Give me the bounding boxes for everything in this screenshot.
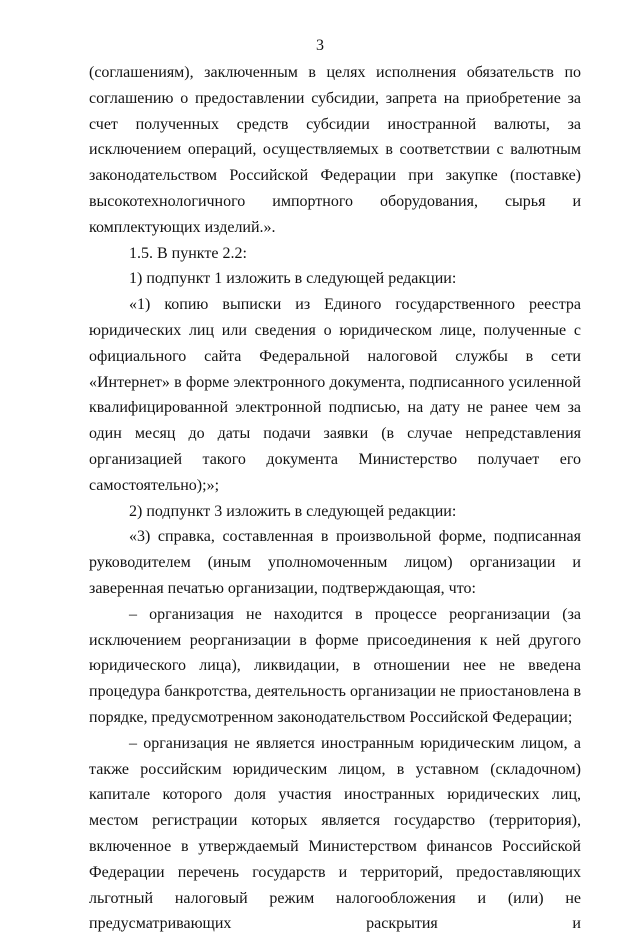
paragraph-dash-item-1: – организация не находится в процессе реорганизации (за исключением реорганизации в форме присоединения к ней другого юридического лица), ликвидации, в отношении нее не введена процедура банкротства, деятельность организации не приостановлена в порядке, предусмотренном законодательством Российской Федерации; bbox=[89, 605, 581, 726]
paragraph-continuation: (соглашениям), заключенным в целях исполнения обязательств по соглашению о предоставлении субсидии, запрета на приобретение за счет полученных средств субсидии иностранной валюты, за исключением операций, осуществляемых в соответствии с валютным законодательством Российской Федерации при закупке (поставке) высокотехнологичного импортного оборудования, сырья и комплектующих изделий.». bbox=[89, 64, 581, 236]
paragraph-dash-item-2: – организация не является иностранным юридическим лицом, а также российским юридическим лицом, в уставном (складочном) капитале которого доля участия иностранных юридических лиц, местом регистрации которых является государство (территория), включенное в утверждаемый Министерством финансов Российской Федерации перечень государств и территорий, предоставляющих льготный налоговый режим налогообложения и (или) не предусматривающих раскрытия и bbox=[89, 734, 581, 933]
paragraph-subitem-1: 1) подпункт 1 изложить в следующей редакции: bbox=[129, 270, 457, 288]
paragraph-quoted-subitem-1: «1) копию выписки из Единого государственного реестра юридических лиц или сведения о юридическом лице, полученные с официального сайта Федеральной налоговой службы в сети «Интернет» в форме электронного документа, подписанного усиленной квалифицированной электронной подписью, на дату не ранее чем за один месяц до даты подачи заявки (в случае непредставления организацией такого документа Министерство получает его самостоятельно);»; bbox=[89, 296, 581, 494]
paragraph-subitem-2: 2) подпункт 3 изложить в следующей редакции: bbox=[129, 502, 457, 520]
document-body bbox=[89, 60, 581, 937]
paragraph-quoted-subitem-3: «3) справка, составленная в произвольной форме, подписанная руководителем (иным уполномоченным лицом) организации и заверенная печатью организации, подтверждающая, что: bbox=[89, 528, 581, 597]
paragraph-item-1-5: 1.5. В пункте 2.2: bbox=[129, 244, 247, 262]
page-number: 3 bbox=[316, 37, 324, 54]
